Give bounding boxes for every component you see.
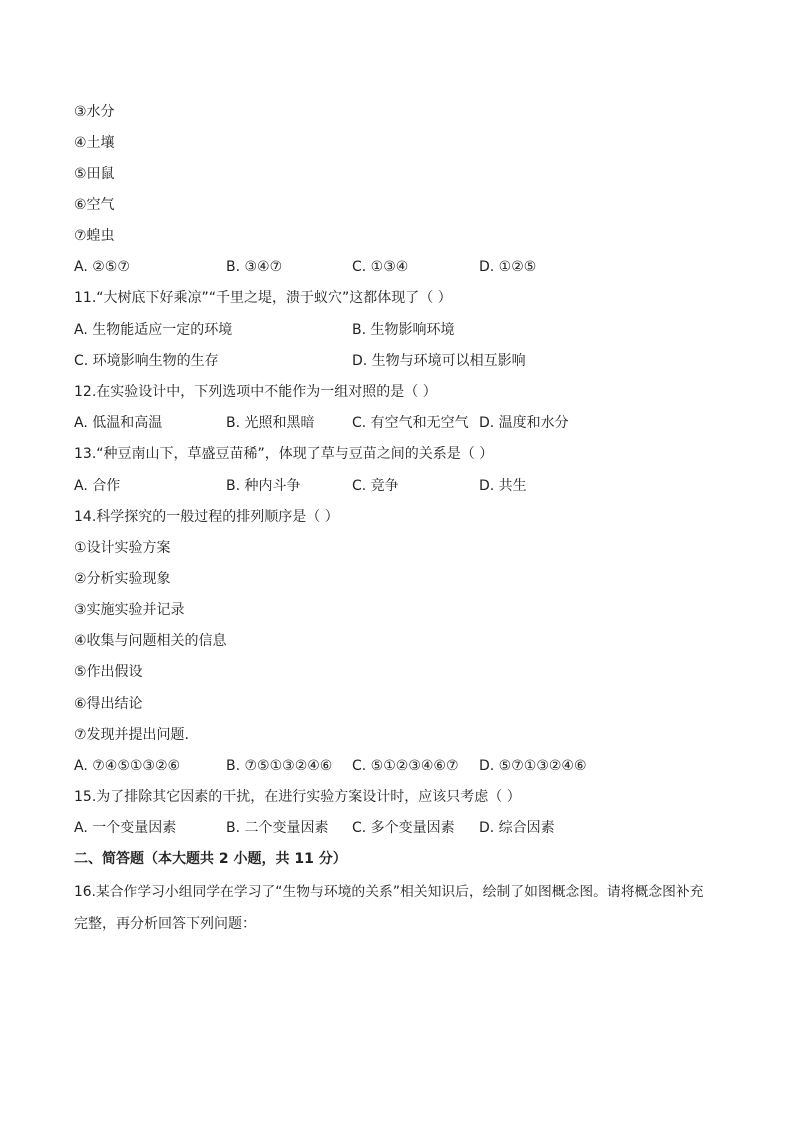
q11-options-row1 xyxy=(74,320,734,340)
q13-options xyxy=(74,476,734,496)
q14-item-2: ②分析实验现象 xyxy=(74,571,171,587)
q11-option-c[interactable]: C. 环境影响生物的生存 xyxy=(74,353,219,369)
q12-option-b[interactable]: B. 光照和黑暗 xyxy=(226,415,315,431)
q10-item-4: ④土壤 xyxy=(74,135,115,151)
q10-item-7: ⑦蝗虫 xyxy=(74,228,115,244)
q14-item-1: ①设计实验方案 xyxy=(74,540,171,556)
q10-option-d[interactable]: D. ①②⑤ xyxy=(479,259,537,275)
q15-options xyxy=(74,818,734,838)
q12-option-d[interactable]: D. 温度和水分 xyxy=(479,415,569,431)
q14-option-c[interactable]: C. ⑤①②③④⑥⑦ xyxy=(352,758,459,774)
q15-option-a[interactable]: A. 一个变量因素 xyxy=(74,820,177,836)
q14-item-4: ④收集与问题相关的信息 xyxy=(74,633,227,649)
q15-option-b[interactable]: B. 二个变量因素 xyxy=(226,820,329,836)
q14-option-a[interactable]: A. ⑦④⑤①③②⑥ xyxy=(74,758,181,774)
q13-option-b[interactable]: B. 种内斗争 xyxy=(226,478,301,494)
q10-item-3: ③水分 xyxy=(74,104,115,120)
q14-option-d[interactable]: D. ⑤⑦①③②④⑥ xyxy=(479,758,587,774)
q13-option-c[interactable]: C. 竞争 xyxy=(352,478,399,494)
q10-options xyxy=(74,257,734,277)
q15-option-c[interactable]: C. 多个变量因素 xyxy=(352,820,455,836)
q12-option-c[interactable]: C. 有空气和无空气 xyxy=(352,415,469,431)
q13-stem: 13.“种豆南山下，草盛豆苗稀”，体现了草与豆苗之间的关系是（ ） xyxy=(74,446,494,462)
section-heading: 二、简答题（本大题共 2 小题，共 11 分） xyxy=(74,851,347,867)
q15-option-d[interactable]: D. 综合因素 xyxy=(479,820,555,836)
q14-options xyxy=(74,756,734,776)
q10-item-6: ⑥空气 xyxy=(74,197,115,213)
q16-stem-line1: 16.某合作学习小组同学在学习了“生物与环境的关系”相关知识后，绘制了如图概念图。请将概念图补充 xyxy=(74,884,704,900)
q14-item-7: ⑦发现并提出问题. xyxy=(74,727,190,743)
q12-stem: 12.在实验设计中，下列选项中不能作为一组对照的是（ ） xyxy=(74,384,437,400)
q15-stem: 15.为了排除其它因素的干扰，在进行实验方案设计时，应该只考虑（ ） xyxy=(74,789,521,805)
q14-option-b[interactable]: B. ⑦⑤①③②④⑥ xyxy=(226,758,333,774)
q14-item-6: ⑥得出结论 xyxy=(74,696,143,712)
q11-option-a[interactable]: A. 生物能适应一定的环境 xyxy=(74,322,233,338)
q11-option-b[interactable]: B. 生物影响环境 xyxy=(352,322,455,338)
q11-option-d[interactable]: D. 生物与环境可以相互影响 xyxy=(352,353,526,369)
q12-options xyxy=(74,413,734,433)
q10-item-5: ⑤田鼠 xyxy=(74,166,115,182)
q13-option-a[interactable]: A. 合作 xyxy=(74,478,121,494)
q14-item-3: ③实施实验并记录 xyxy=(74,602,185,618)
q12-option-a[interactable]: A. 低温和高温 xyxy=(74,415,163,431)
q10-option-b[interactable]: B. ③④⑦ xyxy=(226,259,283,275)
q14-stem: 14.科学探究的一般过程的排列顺序是（ ） xyxy=(74,509,339,525)
q10-option-c[interactable]: C. ①③④ xyxy=(352,259,409,275)
q13-option-d[interactable]: D. 共生 xyxy=(479,478,527,494)
q16-stem-line2: 完整，再分析回答下列问题： xyxy=(74,916,256,932)
q11-stem: 11.“大树底下好乘凉”“千里之堤，溃于蚁穴”这都体现了（ ） xyxy=(74,290,452,306)
q11-options-row2 xyxy=(74,351,734,371)
q14-item-5: ⑤作出假设 xyxy=(74,664,143,680)
q10-option-a[interactable]: A. ②⑤⑦ xyxy=(74,259,130,275)
